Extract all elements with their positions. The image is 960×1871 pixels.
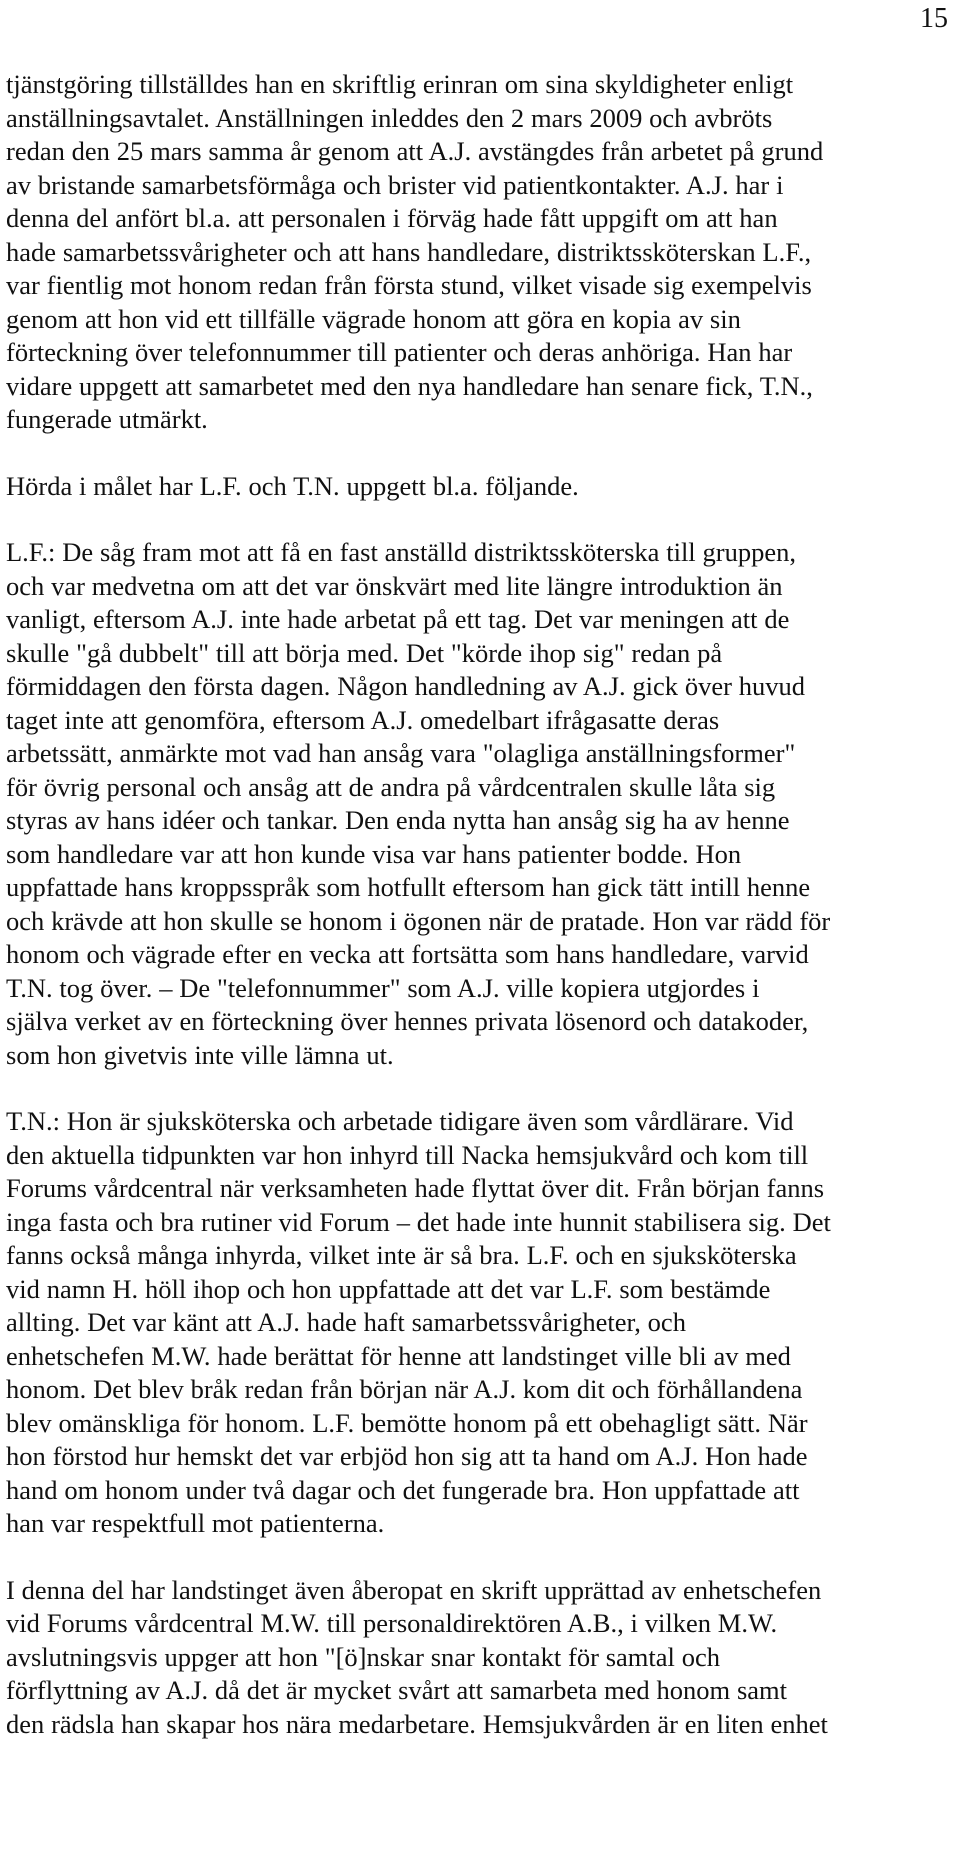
paragraph-lf-testimony: L.F.: De såg fram mot att få en fast anställd distriktssköterska till gruppen, och var medvetna om att det var önskvärt med lite längre introduktion än vanligt, eftersom A.J. inte hade arbetat på ett tag. Det var meningen att de skulle "gå dubbelt" till att börja med. Det "körde ihop sig" redan på förmiddagen den första dagen. Någon handledning av A.J. gick över huvud taget inte att genomföra, eftersom A.J. omedelbart ifrågasatte deras arbetssätt, anmärkte mot vad han ansåg vara "olagliga anställningsformer" för övrig personal och ansåg att de andra på vårdcentralen skulle låta sig styras av hans idéer och tankar. Den enda nytta han ansåg sig ha av henne som handledare var att hon kunde visa var hans patienter bodde. Hon uppfattade hans kroppsspråk som hotfullt eftersom han gick tätt intill henne och krävde att hon skulle se honom i ögonen när de pratade. Hon var rädd för honom och vägrade efter en vecka att fortsätta som hans handledare, varvid T.N. tog över. – De "telefonnummer" som A.J. ville kopiera utgjordes i själva verket av en förteckning över hennes privata lösenord och datakoder, som hon givetvis inte ville lämna ut. <box>6 537 831 1070</box>
paragraph-witness-intro: Hörda i målet har L.F. och T.N. uppgett bl.a. följande. <box>6 470 579 501</box>
paragraph-employment-history: tjänstgöring tillställdes han en skriftlig erinran om sina skyldigheter enligt anställningsavtalet. Anställningen inleddes den 2 mars 2009 och avbröts redan den 25 mars samma år genom att A.J. avstängdes från arbetet på grund av bristande samarbetsförmåga och brister vid patientkontakter. A.J. har i denna del anfört bl.a. att personalen i förväg hade fått uppgift om att han hade samarbetssvårigheter och att hans handledare, distriktssköterskan L.F., var fientlig mot honom redan från första stund, vilket visade sig exempelvis genom att hon vid ett tillfälle vägrade honom att göra en kopia av sin förteckning över telefonnummer till patienter och deras anhöriga. Han har vidare uppgett att samarbetet med den nya handledare han senare fick, T.N., fungerade utmärkt. <box>6 69 824 434</box>
paragraph-tn-testimony: T.N.: Hon är sjuksköterska och arbetade tidigare även som vårdlärare. Vid den aktuella tidpunkten var hon inhyrd till Nacka hemsjukvård och kom till Forums vårdcentral när verksamheten hade flyttat över dit. Från början fanns inga fasta och bra rutiner vid Forum – det hade inte hunnit stabilisera sig. Det fanns också många inhyrda, vilket inte är så bra. L.F. och en sjuksköterska vid namn H. höll ihop och hon uppfattade att det var L.F. som bestämde allting. Det var känt att A.J. hade haft samarbetssvårigheter, och enhetschefen M.W. hade berättat för henne att landstinget ville bli av med honom. Det blev bråk redan från början när A.J. kom dit och förhållandena blev omänskliga för honom. L.F. bemötte honom på ett obehagligt sätt. När hon förstod hur hemskt det var erbjöd hon sig att ta hand om A.J. Hon hade hand om honom under två dagar och det fungerade bra. Hon uppfattade att han var respektfull mot patienterna. <box>6 1106 831 1538</box>
page-number: 15 <box>920 3 948 34</box>
paragraph-mw-document: I denna del har landstinget även åberopat en skrift upprättad av enhetschefen vid Forums vårdcentral M.W. till personaldirektören A.B., i vilken M.W. avslutningsvis uppger att hon "[ö]nskar snar kontakt för samtal och förflyttning av A.J. då det är mycket svårt att samarbeta med honom samt den rädsla han skapar hos nära medarbetare. Hemsjukvården är en liten enhet <box>6 1574 828 1739</box>
document-body <box>6 68 926 1774</box>
